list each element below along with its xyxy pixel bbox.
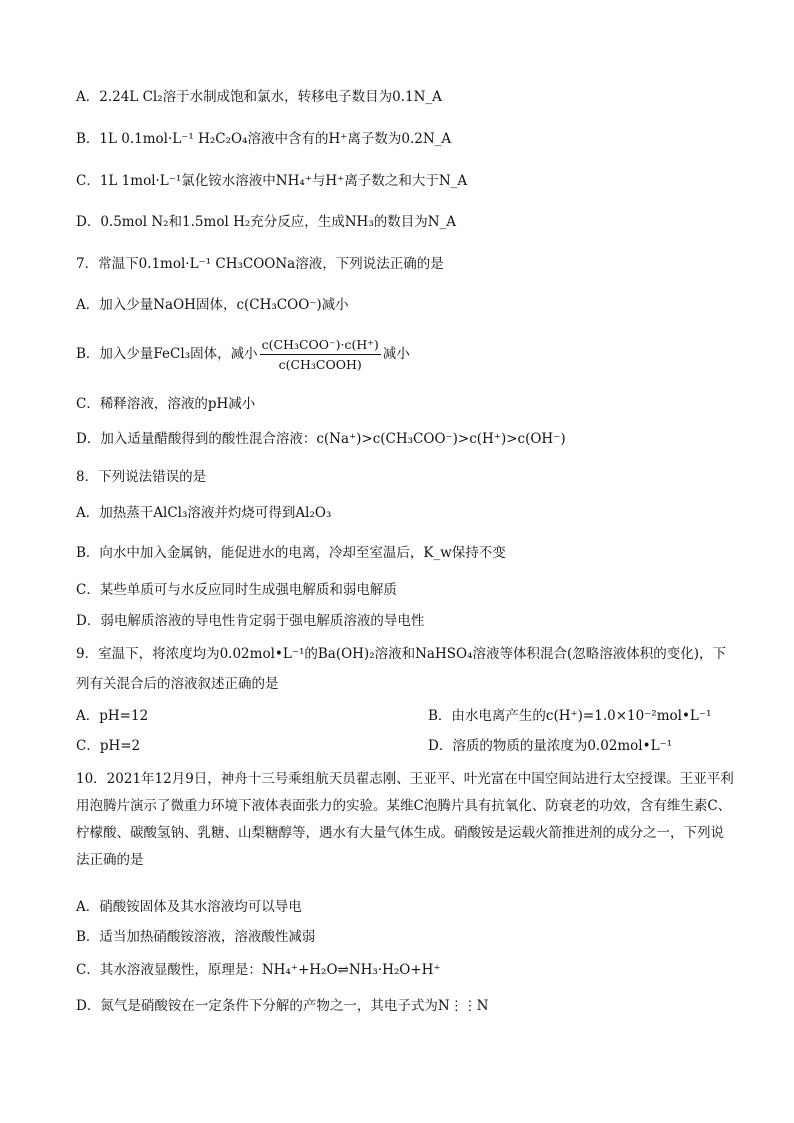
q6-option-b: B．1L 0.1mol·L⁻¹ H₂C₂O₄溶液中含有的H⁺离子数为0.2N_A — [76, 131, 452, 147]
fraction-denominator: c(CH₃COOH) — [278, 357, 362, 372]
q7-option-b-fraction — [260, 336, 381, 373]
q8-option-c: C．某些单质可与水反应同时生成强电解质和弱电解质 — [76, 582, 397, 598]
q9-option-c: C．pH=2 — [76, 738, 141, 754]
q6-option-a: A．2.24L Cl₂溶于水制成饱和氯水，转移电子数目为0.1N_A — [76, 89, 442, 105]
q7-option-d: D．加入适量醋酸得到的酸性混合溶液：c(Na⁺)>c(CH₃COO⁻)>c(H⁺)>c(OH⁻) — [76, 431, 566, 447]
q9-options-row2 — [76, 735, 734, 757]
q10-option-a: A．硝酸铵固体及其水溶液均可以导电 — [76, 899, 302, 915]
q9-option-b: B．由水电离产生的c(H⁺)=1.0×10⁻²mol•L⁻¹ — [428, 708, 712, 724]
q9-options-row1 — [76, 705, 734, 727]
q7-stem: 7．常温下0.1mol·L⁻¹ CH₃COONa溶液，下列说法正确的是 — [76, 256, 444, 272]
q10-option-b: B．适当加热硝酸铵溶液，溶液酸性减弱 — [76, 929, 316, 945]
q9-stem-line2: 列有关混合后的溶液叙述正确的是 — [76, 676, 279, 692]
q10-stem: 10．2021年12月9日，神舟十三号乘组航天员翟志刚、王亚平、叶光富在中国空间站进行太空授课。王亚平利用泡腾片演示了微重力环境下液体表面张力的实验。某维C泡腾片具有抗氧化、防衰老的功效，含有维生素C、柠檬酸、碳酸氢钠、乳糖、山梨糖醇等，遇水有大量气体生成。硝酸铵是运载火箭推进剂的成分之一，下列说法正确的是 — [76, 771, 734, 868]
q6-option-d: D．0.5mol N₂和1.5mol H₂充分反应，生成NH₃的数目为N_A — [76, 214, 457, 230]
q7-option-b-prefix: B．加入少量FeCl₃固体，减小 — [76, 346, 258, 362]
q8-option-b: B．向水中加入金属钠，能促进水的电离，冷却至室温后，K_w保持不变 — [76, 545, 506, 561]
q9-option-d: D．溶质的物质的量浓度为0.02mol•L⁻¹ — [428, 738, 673, 754]
q10-option-c: C．其水溶液显酸性，原理是：NH₄⁺+H₂O⇌NH₃·H₂O+H⁺ — [76, 962, 441, 978]
q8-option-a: A．加热蒸干AlCl₃溶液并灼烧可得到Al₂O₃ — [76, 505, 332, 521]
q7-option-b-suffix: 减小 — [382, 346, 410, 362]
q8-option-d: D．弱电解质溶液的导电性肯定弱于强电解质溶液的导电性 — [76, 613, 425, 629]
q7-option-c: C．稀释溶液，溶液的pH减小 — [76, 396, 256, 412]
q9-option-a: A．pH=12 — [76, 708, 149, 724]
q8-stem: 8．下列说法错误的是 — [76, 469, 207, 485]
q10-option-d: D．氮气是硝酸铵在一定条件下分解的产物之一，其电子式为N⋮⋮N — [76, 998, 489, 1014]
q6-option-c: C．1L 1mol·L⁻¹氯化铵水溶液中NH₄⁺与H⁺离子数之和大于N_A — [76, 173, 468, 189]
q9-stem-line1: 9．室温下，将浓度均为0.02mol•L⁻¹的Ba(OH)₂溶液和NaHSO₄溶液等体积混合(忽略溶液体积的变化)，下 — [76, 646, 727, 662]
q7-option-b — [76, 334, 734, 374]
fraction-numerator: c(CH₃COO⁻)·c(H⁺) — [260, 336, 381, 355]
q7-option-a: A．加入少量NaOH固体，c(CH₃COO⁻)减小 — [76, 297, 349, 313]
